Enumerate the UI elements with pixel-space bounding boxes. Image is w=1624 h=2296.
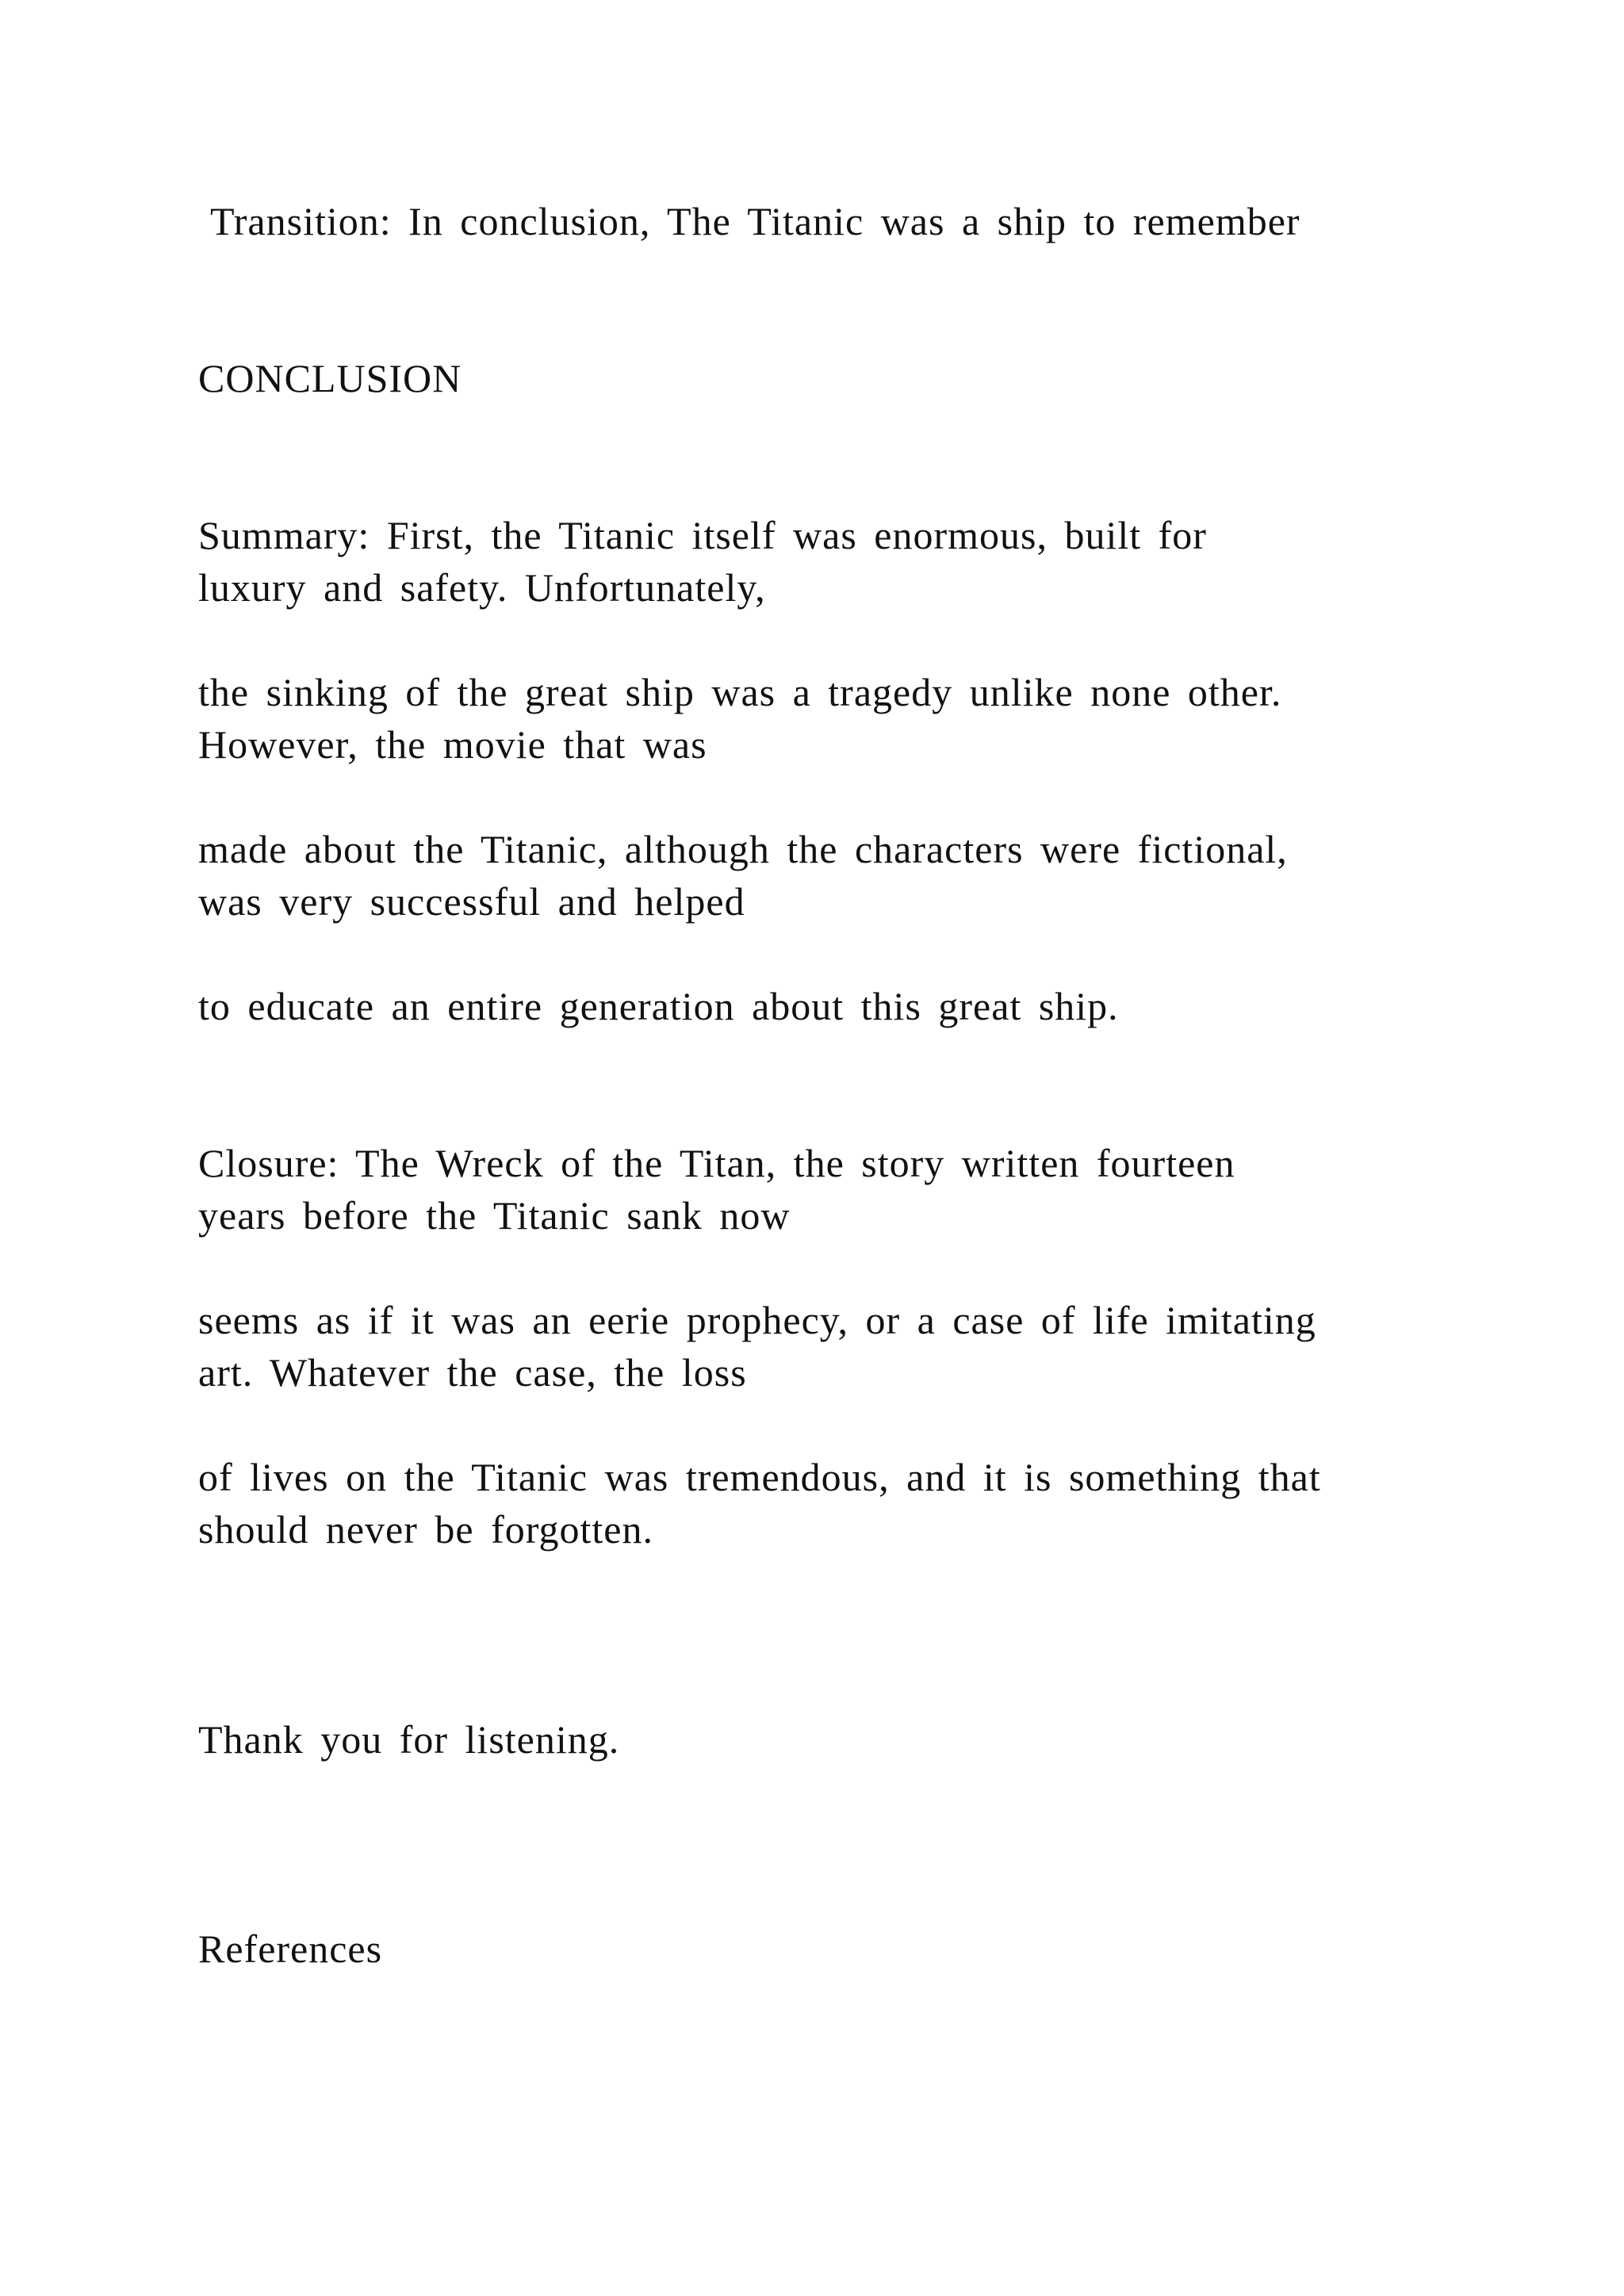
text-line: years before the Titanic sank now [198,1193,791,1238]
text-line: to educate an entire generation about this great ship. [198,984,1119,1028]
text-line: However, the movie that was [198,722,707,767]
section-heading: CONCLUSION [198,356,462,400]
references-heading: References [198,1927,383,1971]
text-line: was very successful and helped [198,879,745,924]
summary-paragraph-1 [198,509,1207,614]
text-line: of lives on the Titanic was tremendous, and it is something that [198,1455,1321,1499]
thanks-line: Thank you for listening. [198,1717,620,1762]
text-line: art. Whatever the case, the loss [198,1350,747,1395]
text-line: should never be forgotten. [198,1507,653,1552]
text-line: the sinking of the great ship was a tragedy unlike none other. [198,670,1282,714]
closure-paragraph-3 [198,1451,1321,1556]
text-line: seems as if it was an eerie prophecy, or a case of life imitating [198,1298,1316,1342]
summary-paragraph-4 [198,980,1119,1032]
closure-paragraph-2 [198,1294,1316,1399]
summary-paragraph-3 [198,823,1288,928]
text-line: luxury and safety. Unfortunately, [198,565,766,610]
summary-paragraph-2 [198,666,1281,771]
transition-line: Transition: In conclusion, The Titanic was a ship to remember [210,199,1300,243]
closure-paragraph-1 [198,1137,1235,1242]
text-line: Closure: The Wreck of the Titan, the story written fourteen [198,1141,1235,1185]
text-line: made about the Titanic, although the characters were fictional, [198,827,1288,871]
text-line: Summary: First, the Titanic itself was enormous, built for [198,513,1207,557]
